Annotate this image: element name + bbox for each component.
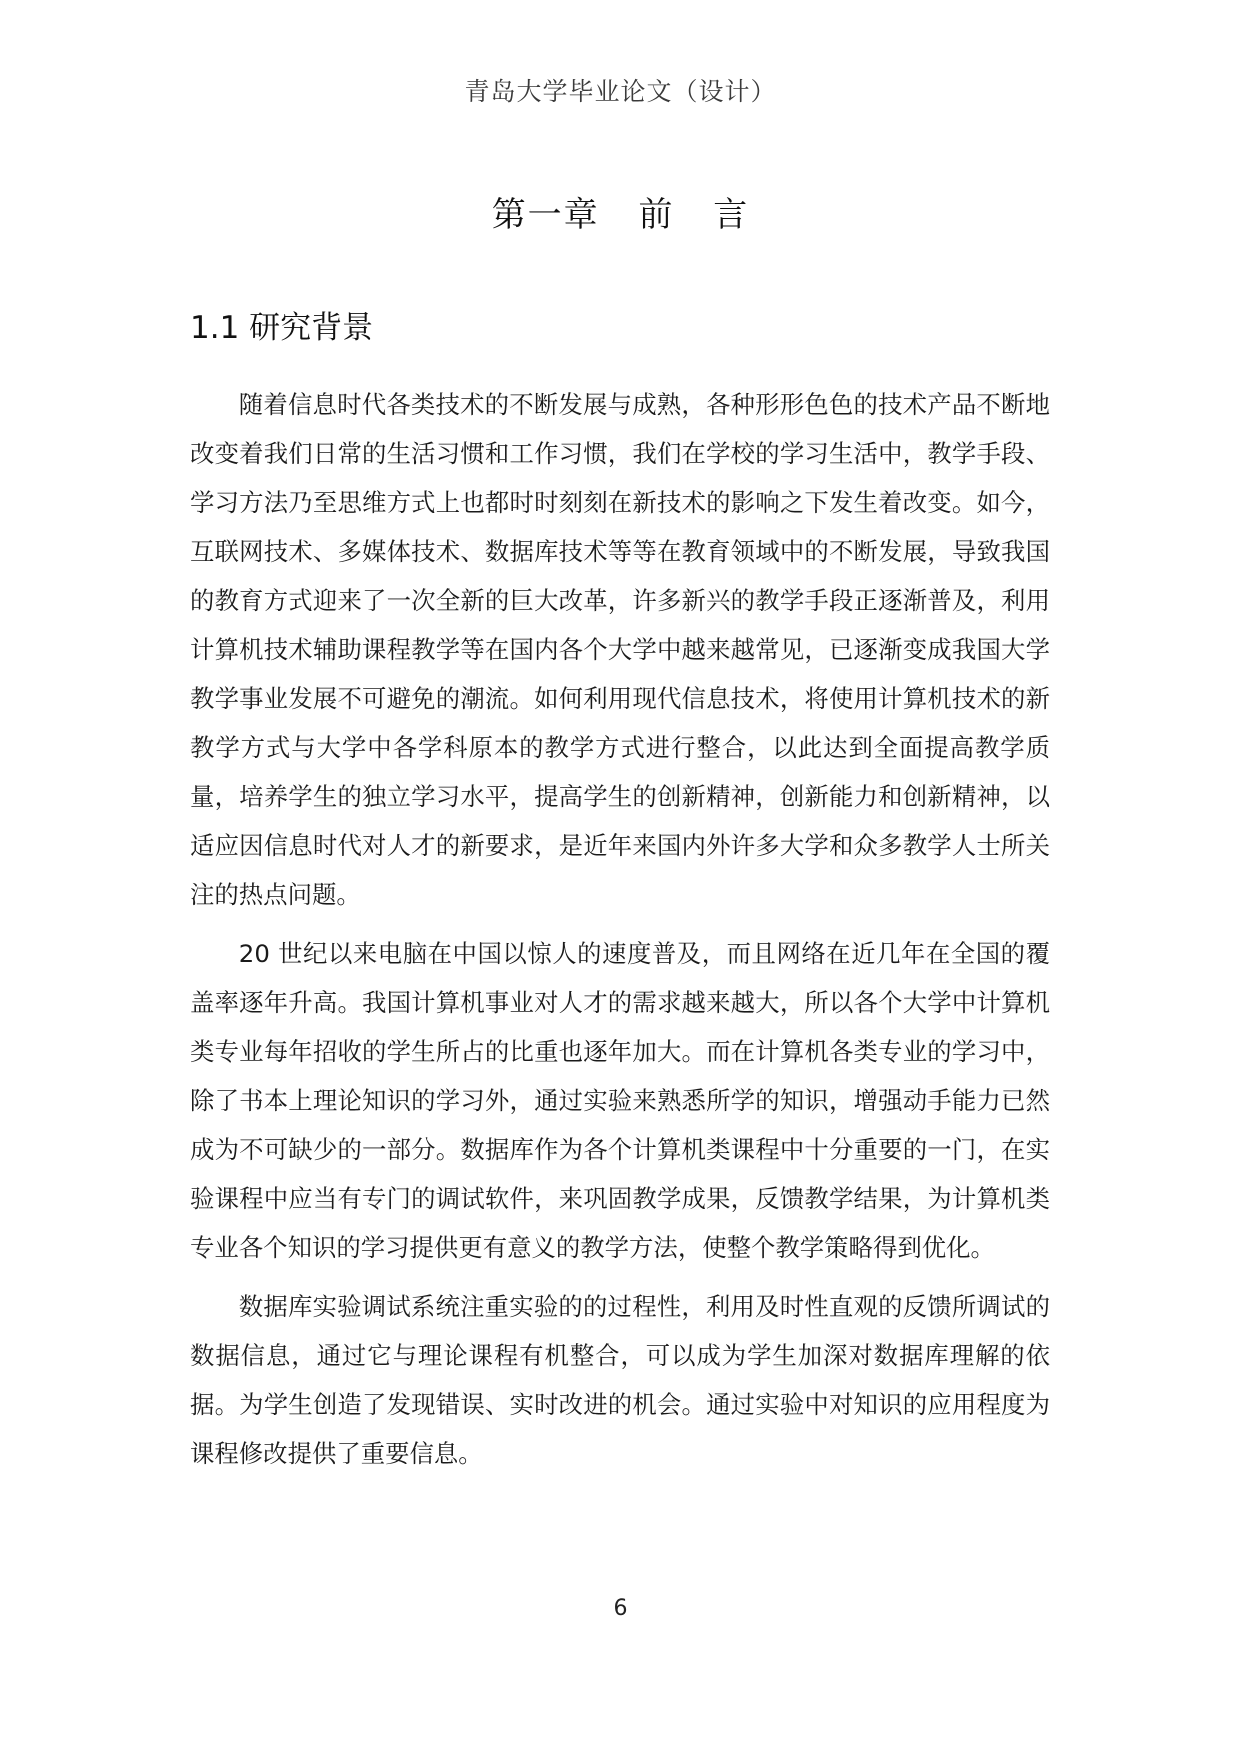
page-number: 6 (613, 1596, 628, 1621)
chapter-title: 第一章 前 言 (491, 195, 750, 235)
section-heading: 1.1 研究背景 (190, 310, 374, 346)
running-header: 青岛大学毕业论文（设计） (464, 77, 777, 106)
body-text (190, 380, 1050, 1488)
paragraph: 数据库实验调试系统注重实验的的过程性，利用及时性直观的反馈所调试的数据信息，通过它与理论课程有机整合，可以成为学生加深对数据库理解的依据。为学生创造了发现错误、实时改进的机会。通过实验中对知识的应用程度为课程修改提供了重要信息。 (190, 1292, 1050, 1468)
paragraph: 20 世纪以来电脑在中国以惊人的速度普及，而且网络在近几年在全国的覆盖率逐年升高。我国计算机事业对人才的需求越来越大，所以各个大学中计算机类专业每年招收的学生所占的比重也逐年加大。而在计算机各类专业的学习中，除了书本上理论知识的学习外，通过实验来熟悉所学的知识，增强动手能力已然成为不可缺少的一部分。数据库作为各个计算机类课程中十分重要的一门，在实验课程中应当有专门的调试软件，来巩固教学成果，反馈教学结果，为计算机类专业各个知识的学习提供更有意义的教学方法，使整个教学策略得到优化。 (190, 939, 1050, 1262)
paragraph: 随着信息时代各类技术的不断发展与成熟，各种形形色色的技术产品不断地改变着我们日常的生活习惯和工作习惯，我们在学校的学习生活中，教学手段、学习方法乃至思维方式上也都时时刻刻在新技术的影响之下发生着改变。如今，互联网技术、多媒体技术、数据库技术等等在教育领域中的不断发展，导致我国的教育方式迎来了一次全新的巨大改革，许多新兴的教学手段正逐渐普及，利用计算机技术辅助课程教学等在国内各个大学中越来越常见，已逐渐变成我国大学教学事业发展不可避免的潮流。如何利用现代信息技术，将使用计算机技术的新教学方式与大学中各学科原本的教学方式进行整合，以此达到全面提高教学质量，培养学生的独立学习水平，提高学生的创新精神，创新能力和创新精神，以适应因信息时代对人才的新要求，是近年来国内外许多大学和众多教学人士所关注的热点问题。 (190, 390, 1050, 909)
